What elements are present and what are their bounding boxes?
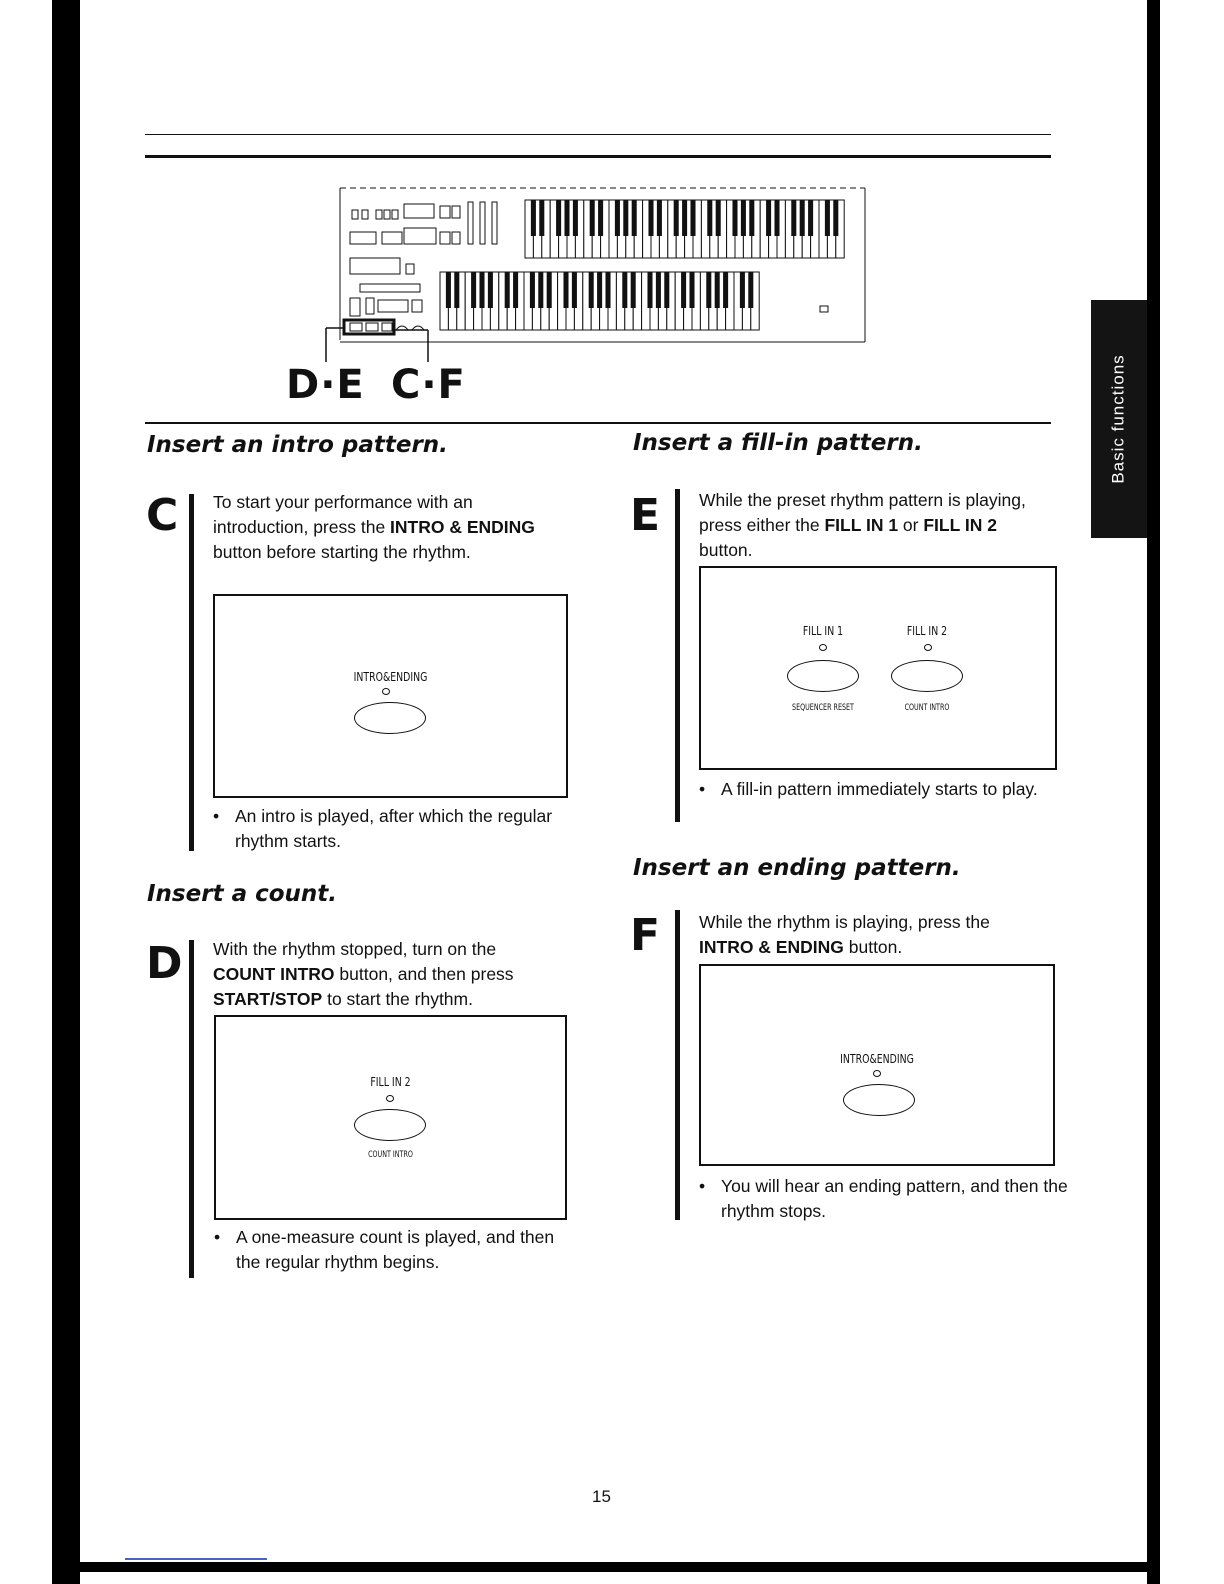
intro-text-1: To start your performance with an introduction, press the	[213, 492, 473, 537]
black-key	[454, 272, 459, 308]
fill-in-1-led-icon	[819, 644, 827, 651]
page-number: 15	[592, 1487, 611, 1506]
section-tab-label: Basic functions	[1109, 354, 1128, 484]
step-bar-d	[189, 940, 194, 1278]
count-led-icon	[386, 1095, 394, 1102]
black-key	[446, 272, 451, 308]
black-key	[563, 272, 568, 308]
intro-result-bullet: • An intro is played, after which the regular rhythm starts.	[213, 804, 575, 854]
page-border-bottom	[52, 1562, 1160, 1572]
black-key	[573, 200, 578, 236]
black-key	[800, 200, 805, 236]
intro-ending-button[interactable]	[354, 702, 426, 734]
ending-instructions	[699, 910, 1044, 960]
step-bar-f	[675, 910, 680, 1220]
fill-section-title: Insert a fill-in pattern.	[633, 430, 923, 456]
ending-panel-illustration	[699, 964, 1055, 1166]
black-key	[833, 200, 838, 236]
black-key	[572, 272, 577, 308]
black-key	[597, 272, 602, 308]
fill-in-2-led-icon	[924, 644, 932, 651]
count-button-label: FILL IN 2	[370, 1075, 411, 1089]
black-key	[622, 272, 627, 308]
intro-led-icon	[382, 688, 390, 695]
count-text-3: to start the rhythm.	[322, 989, 473, 1009]
section-rule	[145, 422, 1051, 424]
black-key	[598, 200, 603, 236]
black-key	[808, 200, 813, 236]
black-key	[748, 272, 753, 308]
black-key	[623, 200, 628, 236]
black-key	[632, 200, 637, 236]
fill-panel-illustration	[699, 566, 1057, 770]
black-key	[647, 272, 652, 308]
black-key	[723, 272, 728, 308]
count-instructions	[213, 937, 558, 1012]
black-key	[505, 272, 510, 308]
fill-text-2: or	[898, 515, 924, 535]
page-border-left	[52, 0, 80, 1584]
ending-button-label: INTRO&ENDING	[840, 1052, 914, 1066]
count-text-bold-2: START/STOP	[213, 989, 323, 1009]
count-text-1: With the rhythm stopped, turn on the	[213, 939, 497, 959]
fill-text-1: While the preset rhythm pattern is playing, press either the	[699, 490, 1026, 535]
callout-label-d-e: D·E	[286, 362, 365, 408]
black-key	[766, 200, 771, 236]
black-key	[547, 272, 552, 308]
black-key	[564, 200, 569, 236]
ending-section-title: Insert an ending pattern.	[633, 855, 961, 881]
black-key	[656, 272, 661, 308]
black-key	[682, 200, 687, 236]
black-key	[538, 272, 543, 308]
black-key	[825, 200, 830, 236]
black-key	[740, 272, 745, 308]
black-key	[471, 272, 476, 308]
black-key	[605, 272, 610, 308]
intro-button-label: INTRO&ENDING	[353, 670, 428, 684]
fill-text-bold-1: FILL IN 1	[824, 515, 899, 535]
ending-text-2: button.	[843, 937, 903, 957]
fill-in-2-button[interactable]	[891, 660, 963, 692]
upper-keyboard	[525, 200, 844, 258]
fill-in-1-button[interactable]	[787, 660, 859, 692]
fill-in-2-sublabel: COUNT INTRO	[904, 703, 950, 713]
intro-section-title: Insert an intro pattern.	[147, 432, 448, 458]
section-tab	[1091, 300, 1147, 538]
fill-result-bullet: • A fill-in pattern immediately starts to play.	[699, 777, 1069, 802]
header-rule-thin	[145, 134, 1051, 135]
black-key	[664, 272, 669, 308]
black-key	[488, 272, 493, 308]
fill-in-2-label: FILL IN 2	[906, 624, 948, 638]
callout-label-c-f: C·F	[391, 362, 466, 408]
black-key	[589, 272, 594, 308]
count-text-bold-1: COUNT INTRO	[213, 964, 335, 984]
lower-keyboard	[440, 272, 759, 330]
fill-instructions	[699, 488, 1044, 563]
step-bar-e	[675, 489, 680, 822]
black-key	[690, 200, 695, 236]
intro-ending-button[interactable]	[843, 1084, 915, 1116]
black-key	[513, 272, 518, 308]
step-letter-e: E	[630, 490, 661, 541]
fill-in-2-button[interactable]	[354, 1109, 426, 1141]
black-key	[791, 200, 796, 236]
ending-text-1: While the rhythm is playing, press the	[699, 912, 990, 932]
count-section-title: Insert a count.	[147, 881, 338, 907]
step-bar-c	[189, 494, 194, 851]
black-key	[556, 200, 561, 236]
black-key	[732, 200, 737, 236]
black-key	[674, 200, 679, 236]
black-key	[716, 200, 721, 236]
black-key	[590, 200, 595, 236]
black-key	[657, 200, 662, 236]
intro-text-bold-1: INTRO & ENDING	[390, 517, 535, 537]
fill-text-bold-2: FILL IN 2	[923, 515, 997, 535]
count-text-2: button, and then press	[334, 964, 514, 984]
black-key	[531, 200, 536, 236]
black-key	[648, 200, 653, 236]
black-key	[715, 272, 720, 308]
black-key	[741, 200, 746, 236]
scan-artifact-line	[125, 1558, 267, 1560]
black-key	[479, 272, 484, 308]
intro-panel-illustration	[213, 594, 568, 798]
black-key	[706, 272, 711, 308]
header-rule-thick	[145, 155, 1051, 158]
black-key	[681, 272, 686, 308]
intro-text-2: button before starting the rhythm.	[213, 542, 471, 562]
fill-in-1-sublabel: SEQUENCER RESET	[792, 703, 854, 713]
count-panel-illustration	[214, 1015, 567, 1220]
page-border-right	[1147, 0, 1160, 1584]
black-key	[689, 272, 694, 308]
count-button-sublabel: COUNT INTRO	[368, 1150, 413, 1160]
black-key	[539, 200, 544, 236]
black-key	[530, 272, 535, 308]
black-key	[774, 200, 779, 236]
black-key	[707, 200, 712, 236]
fill-text-3: button.	[699, 540, 753, 560]
ending-result-bullet: • You will hear an ending pattern, and then the rhythm stops.	[699, 1174, 1069, 1224]
step-letter-f: F	[630, 910, 661, 961]
black-key	[615, 200, 620, 236]
intro-instructions	[213, 490, 553, 565]
ending-led-icon	[873, 1070, 881, 1077]
fill-in-1-label: FILL IN 1	[802, 624, 844, 638]
black-key	[749, 200, 754, 236]
step-letter-c: C	[146, 490, 179, 541]
step-letter-d: D	[146, 938, 183, 989]
ending-text-bold-1: INTRO & ENDING	[699, 937, 844, 957]
black-key	[631, 272, 636, 308]
count-result-bullet: • A one-measure count is played, and then the regular rhythm begins.	[214, 1225, 581, 1275]
